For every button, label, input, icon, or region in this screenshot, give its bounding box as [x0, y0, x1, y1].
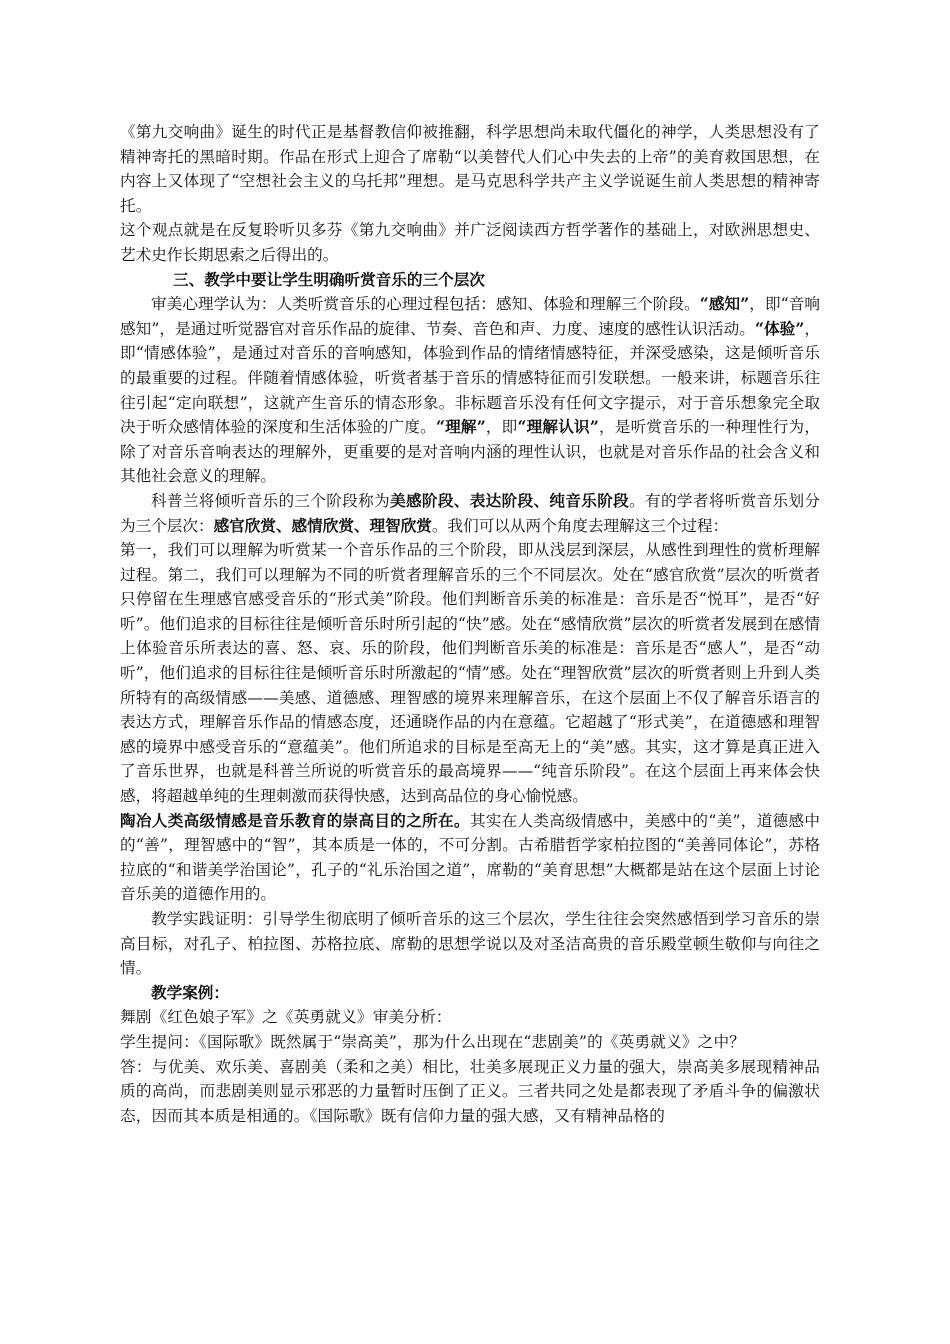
section-heading-three-levels: 三、教学中要让学生明确听赏音乐的三个层次 — [173, 269, 485, 289]
paragraph-copland-stages — [120, 489, 820, 538]
paragraph-ninth-symphony-era: 《第九交响曲》诞生的时代正是基督教信仰被推翻，科学思想尚未取代僵化的神学，人类思想没有了精神寄托的黑暗时期。作品在形式上迎合了席勒“以美替代人们心中失去的上帝”的美育救国思想，在内容上又体现了“空想社会主义的乌托邦”理想。是马克思科学共产主义学说诞生前人类思想的精神寄托。 — [120, 123, 820, 215]
case-title: 舞剧《红色娘子军》之《英勇就义》审美分析： — [120, 1008, 452, 1027]
text-run: 。我们可以从两个角度去理解这三个过程： — [431, 516, 729, 535]
term-three-levels: 感官欣赏、感情欣赏、理智欣赏 — [213, 515, 432, 535]
student-question: 学生提问：《国际歌》既然属于“崇高美”，那为什么出现在“悲剧美”的《英勇就义》之中？ — [120, 1032, 746, 1051]
paragraph-aesthetic-psychology — [120, 292, 820, 489]
text-run: ，是听赏音乐的一种理性行为，除了对音乐音响表达的理解外，更重要的是对音响内涵的理性认识，也就是对音乐作品的社会含义和其他社会意义的理解。 — [120, 418, 820, 486]
paragraph-higher-emotion — [120, 809, 820, 907]
term-perception: “感知” — [699, 294, 750, 314]
text-run: ，即“情感体验”，是通过对音乐的音响感知，体验到作品的情绪情感特征，并深受感染，这是倾听音乐的最重要的过程。伴随着情感体验，听赏者基于音乐的情感特征而引发联想。一般来讲，标题音乐往往引起“定向联想”，这就产生音乐的情态形象。非标题音乐没有任何文字提示，对于音乐想象完全取决于听众感情体验的深度和生活体验的广度。 — [120, 319, 820, 437]
paragraph-two-perspectives: 第一，我们可以理解为听赏某一个音乐作品的三个阶段，即从浅层到深层，从感性到理性的赏析理解过程。第二，我们可以理解为不同的听赏者理解音乐的三个不同层次。处在“感官欣赏”层次的听赏者只停留在生理感官感受音乐的“形式美”阶段。他们判断音乐美的标准是：音乐是否“悦耳”，是否“好听”。他们追求的目标往往是倾听音乐时所引起的“快”感。处在“感情欣赏”层次的听赏者发展到在感情上体验音乐所表达的喜、怒、哀、乐的阶段，他们判断音乐美的标准是：音乐是否“感人”，是否“动听”，他们追求的目标往往是倾听音乐时所激起的“情”感。处在“理智欣赏”层次的听赏者则上升到人类所特有的高级情感——美感、道德感、理智感的境界来理解音乐，在这个层面上不仅了解音乐语言的表达方式，理解音乐作品的情感态度，还通晓作品的内在意蕴。它超越了“形式美”，在道德感和理智感的境界中感受音乐的“意蕴美”。他们所追求的目标是至高无上的“美”感。其实，这才算是真正进入了音乐世界，也就是科普兰所说的听赏音乐的最高境界——“纯音乐阶段”。在这个层面上再来体会快感，将超越单纯的生理刺激而获得快感，达到高品位的身心愉悦感。 — [120, 541, 820, 806]
term-music-education-goal: 陶冶人类高级情感是音乐教育的崇高目的之所在。 — [120, 810, 470, 830]
paragraph-viewpoint-origin: 这个观点就是在反复聆听贝多芬《第九交响曲》并广泛阅读西方哲学著作的基础上，对欧洲思想史、艺术史作长期思索之后得出的。 — [120, 221, 820, 264]
text-run: ，即 — [485, 418, 518, 437]
text-run: 审美心理学认为：人类听赏音乐的心理过程包括：感知、体验和理解三个阶段。 — [151, 295, 700, 314]
text-run: 。有的学者将听赏音乐划分为三个层次： — [120, 491, 820, 535]
document-page — [120, 120, 820, 1128]
term-three-stages: 美感阶段、表达阶段、纯音乐阶段 — [390, 490, 630, 510]
text-run: 科普兰将倾听音乐的三个阶段称为 — [151, 491, 391, 510]
paragraph-teaching-practice: 教学实践证明：引导学生彻底明了倾听音乐的这三个层次，学生往往会突然感悟到学习音乐的崇高目标，对孔子、柏拉图、苏格拉底、席勒的思想学说以及对圣洁高贵的音乐殿堂顿生敬仰与向往之情。 — [120, 910, 820, 978]
case-heading: 教学案例： — [151, 982, 229, 1002]
term-experience: “体验” — [754, 318, 805, 338]
text-run: ，即“音响感知”，是通过听觉器官对音乐作品的旋律、节奏、音色和声、力度、速度的感性认识活动。 — [120, 295, 820, 338]
teacher-answer: 答：与优美、欢乐美、喜剧美（柔和之美）相比，壮美多展现正义力量的强大，崇高美多展现精神品质的高尚，而悲剧美则显示邪恶的力量暂时压倒了正义。三者共同之处是都表现了矛盾斗争的偏激状态，因而其本质是相通的。《国际歌》既有信仰力量的强大感，又有精神品格的 — [120, 1057, 820, 1125]
term-understanding-cognition: “理解认识” — [517, 417, 599, 437]
term-understanding: “理解” — [435, 417, 486, 437]
text-run: 其实在人类高级情感中，美感中的“美”，道德感中的“善”，理智感中的“智”，其本质是一体的，不可分割。古希腊哲学家柏拉图的“美善同体论”，苏格拉底的“和谐美学治国论”，孔子的“礼乐治国之道”，席勒的“美育思想”大概都是站在这个层面上讨论音乐美的道德作用的。 — [120, 811, 820, 904]
